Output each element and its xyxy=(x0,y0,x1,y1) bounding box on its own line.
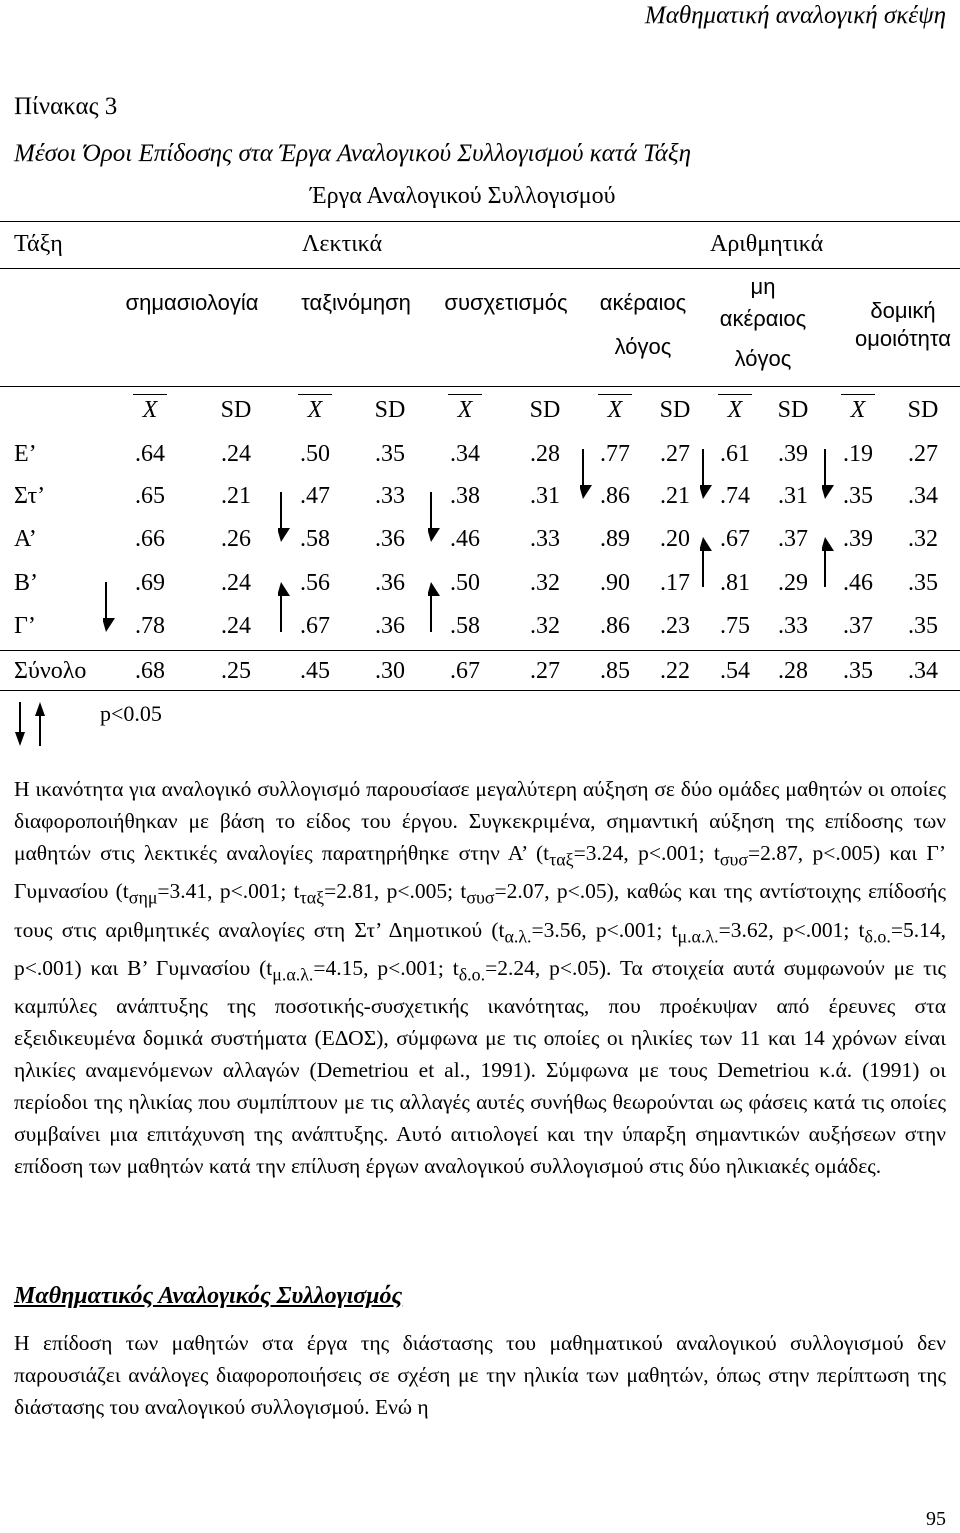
table-cell: .46 xyxy=(450,526,480,552)
mean-header: X xyxy=(142,397,158,423)
table-cell: .50 xyxy=(450,570,480,596)
table-cell: .81 xyxy=(720,570,750,596)
table-cell: .37 xyxy=(778,526,808,552)
sd-header: SD xyxy=(777,397,809,423)
table-cell: .24 xyxy=(221,441,251,467)
table-rule-subheader xyxy=(0,386,960,387)
table-cell: .24 xyxy=(221,613,251,639)
table-cell: .21 xyxy=(660,483,690,509)
table-cell: .19 xyxy=(843,441,873,467)
column-header-grade: Τάξη xyxy=(14,231,63,257)
table-cell: .29 xyxy=(778,570,808,596)
table-cell: .33 xyxy=(375,483,405,509)
paragraph-results: Η ικανότητα για αναλογικό συλλογισμό παρουσίασε μεγαλύτερη αύξηση σε δύο ομάδες μαθητών οι οποίες διαφοροποιήθηκαν με βάση το είδος του έργου. Συγκεκριμένα, σημαντική αύξηση της επίδοσης των μαθητών στις λεκτικές αναλογίες παρατηρήθηκε στην Α’ ($t_{\tau\alpha\xi}=3.24$, p<.001; $t_{\sigma\upsilon\sigma}=2.87$, p<.005) και Γ’ Γυμνασίου ($t_{\sigma\eta\mu}=3.41$, p<.001; $t_{\tau\alpha\xi}=2.81$, p<.005; $t_{\sigma\upsilon\sigma}=2.07$, p<.05), καθώς και της αντίστοιχης επίδοσής τους στις αριθμητικές αναλογίες στη Στ’ Δημοτικού ($t_{\alpha.\lambda.}=3.56$, p<.001; $t_{\mu.\alpha.\lambda.}=3.62$, p<.001; $t_{\delta.o.}=5.14$, p<.001) και Β’ Γυμνασίου ($t_{\mu.\alpha.\lambda.}=4.15$, p<.001; $t_{\delta.o.}=2.24$, p<.05). Τα στοιχεία αυτά συμφωνούν με τις καμπύλες ανάπτυξης της ποσοτικής-συσχετικής ικανότητας, που προέκυψαν από έρευνες στα εξειδικευμένα δομικά συστήματα (ΕΔΟΣ), σύμφωνα με τις οποίες οι ηλικίες των 11 και 14 χρόνων είναι ηλικίες αναμενόμενων αλλαγών (Demetriou et al., 1991). Σύμφωνα με τους Demetriou κ.ά. (1991) οι περίοδοι της ηλικίας που συμπίπτουν με τις αλλαγές αυτές συνήθως θεωρούνται ως φάσεις κατά τις οποίες συμβαίνει μια επιτάχυνση της ανάπτυξης. Αυτό αιτιολογεί και την ύπαρξη σημαντικών αυξήσεων στην επίδοση των μαθητών κατά την επίλυση έργων αναλογικού συλλογισμού στις δύο ηλικιακές ομάδες. xyxy=(14,777,947,1179)
table-cell: .86 xyxy=(600,613,630,639)
table-cell: .85 xyxy=(600,658,630,684)
table-cell: .37 xyxy=(843,613,873,639)
sd-header: SD xyxy=(659,397,691,423)
category-structural-similarity-line1: δομική xyxy=(870,298,936,323)
mean-header: X xyxy=(607,397,623,423)
category-integer-ratio-line1: ακέραιος xyxy=(599,290,687,315)
mean-header: X xyxy=(307,397,323,423)
table-footnote: p<0.05 xyxy=(100,701,162,726)
table-cell: .20 xyxy=(660,526,690,552)
table-cell: .36 xyxy=(375,613,405,639)
table-cell: .28 xyxy=(778,658,808,684)
table-cell: .75 xyxy=(720,613,750,639)
sd-header: SD xyxy=(907,397,939,423)
legend-arrow-up-icon xyxy=(34,700,50,748)
mean-header: X xyxy=(727,397,743,423)
section-title: Μαθηματικός Αναλογικός Συλλογισμός xyxy=(14,1283,403,1309)
significance-arrow-down-icon xyxy=(428,490,444,544)
grade-label: Γ’ xyxy=(14,613,36,639)
table-cell: .64 xyxy=(135,441,165,467)
significance-arrow-up-icon xyxy=(428,580,444,634)
table-cell: .32 xyxy=(908,526,938,552)
table-cell: .56 xyxy=(300,570,330,596)
table-cell: .67 xyxy=(450,658,480,684)
table-cell: .67 xyxy=(720,526,750,552)
sd-header: SD xyxy=(220,397,252,423)
significance-arrow-up-icon xyxy=(700,535,716,589)
table-cell: .68 xyxy=(135,658,165,684)
mean-header: X xyxy=(850,397,866,423)
table-cell: .35 xyxy=(908,613,938,639)
table-cell: .39 xyxy=(843,526,873,552)
category-non-integer-ratio-line3: λόγος xyxy=(734,346,792,371)
table-cell: .31 xyxy=(530,483,560,509)
table-cell: .32 xyxy=(530,570,560,596)
table-cell: .23 xyxy=(660,613,690,639)
significance-arrow-up-icon xyxy=(278,580,294,634)
significance-arrow-down-icon xyxy=(103,580,119,634)
table-cell: .21 xyxy=(221,483,251,509)
table-cell: .58 xyxy=(300,526,330,552)
grade-label: Σύνολο xyxy=(14,658,87,684)
table-caption: Μέσοι Όροι Επίδοσης στα Έργα Αναλογικού Συλλογισμού κατά Τάξη xyxy=(14,140,691,167)
table-cell: .34 xyxy=(450,441,480,467)
significance-arrow-down-icon xyxy=(580,447,596,501)
table-cell: .17 xyxy=(660,570,690,596)
table-cell: .69 xyxy=(135,570,165,596)
significance-arrow-down-icon xyxy=(278,490,294,544)
grade-label: Ε’ xyxy=(14,441,37,467)
table-cell: .36 xyxy=(375,526,405,552)
table-cell: .89 xyxy=(600,526,630,552)
table-cell: .22 xyxy=(660,658,690,684)
table-cell: .86 xyxy=(600,483,630,509)
table-cell: .77 xyxy=(600,441,630,467)
table-cell: .61 xyxy=(720,441,750,467)
grade-label: Β’ xyxy=(14,570,38,596)
table-cell: .35 xyxy=(375,441,405,467)
sd-header: SD xyxy=(374,397,406,423)
table-cell: .78 xyxy=(135,613,165,639)
table-cell: .25 xyxy=(221,658,251,684)
table-cell: .65 xyxy=(135,483,165,509)
running-header: Μαθηματική αναλογική σκέψη xyxy=(644,2,946,29)
category-semantics: σημασιολογία xyxy=(125,290,259,315)
table-rule-total xyxy=(0,650,960,651)
legend-arrow-down-icon xyxy=(14,700,30,748)
table-rule-bottom xyxy=(0,690,960,691)
grade-label: Α’ xyxy=(14,526,37,552)
table-cell: .27 xyxy=(660,441,690,467)
table-rule-groups xyxy=(0,268,960,269)
table-cell: .27 xyxy=(530,658,560,684)
significance-arrow-down-icon xyxy=(822,447,838,501)
table-cell: .74 xyxy=(720,483,750,509)
table-cell: .26 xyxy=(221,526,251,552)
category-non-integer-ratio-line1: μη xyxy=(750,274,776,299)
table-rule-top xyxy=(0,221,960,222)
table-cell: .47 xyxy=(300,483,330,509)
table-cell: .33 xyxy=(530,526,560,552)
table-cell: .35 xyxy=(843,483,873,509)
table-cell: .35 xyxy=(908,570,938,596)
paragraph-math-analogical: Η επίδοση των μαθητών στα έργα της διάστασης του μαθηματικού αναλογικού συλλογισμού δεν παρουσιάζει ανάλογες διαφοροποιήσεις σε σχέση με την ηλικία των μαθητών, όπως στην περίπτωση της διάστασης του αναλογικού συλλογισμού. Ενώ η xyxy=(14,1331,946,1419)
table-cell: .35 xyxy=(843,658,873,684)
table-cell: .90 xyxy=(600,570,630,596)
table-cell: .39 xyxy=(778,441,808,467)
significance-arrow-down-icon xyxy=(700,447,716,501)
category-integer-ratio-line2: λόγος xyxy=(614,334,672,359)
table-cell: .32 xyxy=(530,613,560,639)
table-cell: .66 xyxy=(135,526,165,552)
table-cell: .27 xyxy=(908,441,938,467)
table-cell: .46 xyxy=(843,570,873,596)
mean-header: X xyxy=(457,397,473,423)
table-cell: .36 xyxy=(375,570,405,596)
category-correlation: συσχετισμός xyxy=(444,290,568,315)
table-cell: .58 xyxy=(450,613,480,639)
table-cell: .34 xyxy=(908,658,938,684)
table-cell: .54 xyxy=(720,658,750,684)
table-cell: .24 xyxy=(221,570,251,596)
category-non-integer-ratio-line2: ακέραιος xyxy=(719,306,807,331)
category-structural-similarity-line2: ομοιότητα xyxy=(855,326,951,351)
table-cell: .45 xyxy=(300,658,330,684)
page-number: 95 xyxy=(926,1508,946,1530)
table-cell: .30 xyxy=(375,658,405,684)
group-header-verbal: Λεκτικά xyxy=(302,231,383,257)
category-classification: ταξινόμηση xyxy=(301,290,411,315)
table-cell: .33 xyxy=(778,613,808,639)
significance-arrow-up-icon xyxy=(822,535,838,589)
table-cell: .67 xyxy=(300,613,330,639)
table-cell: .28 xyxy=(530,441,560,467)
table-label: Πίνακας 3 xyxy=(14,93,118,120)
sd-header: SD xyxy=(529,397,561,423)
table-cell: .34 xyxy=(908,483,938,509)
grade-label: Στ’ xyxy=(14,483,46,509)
table-super-header: Έργα Αναλογικού Συλλογισμού xyxy=(310,183,616,209)
table-cell: .38 xyxy=(450,483,480,509)
table-cell: .50 xyxy=(300,441,330,467)
table-cell: .31 xyxy=(778,483,808,509)
group-header-numeric: Αριθμητικά xyxy=(710,231,824,257)
